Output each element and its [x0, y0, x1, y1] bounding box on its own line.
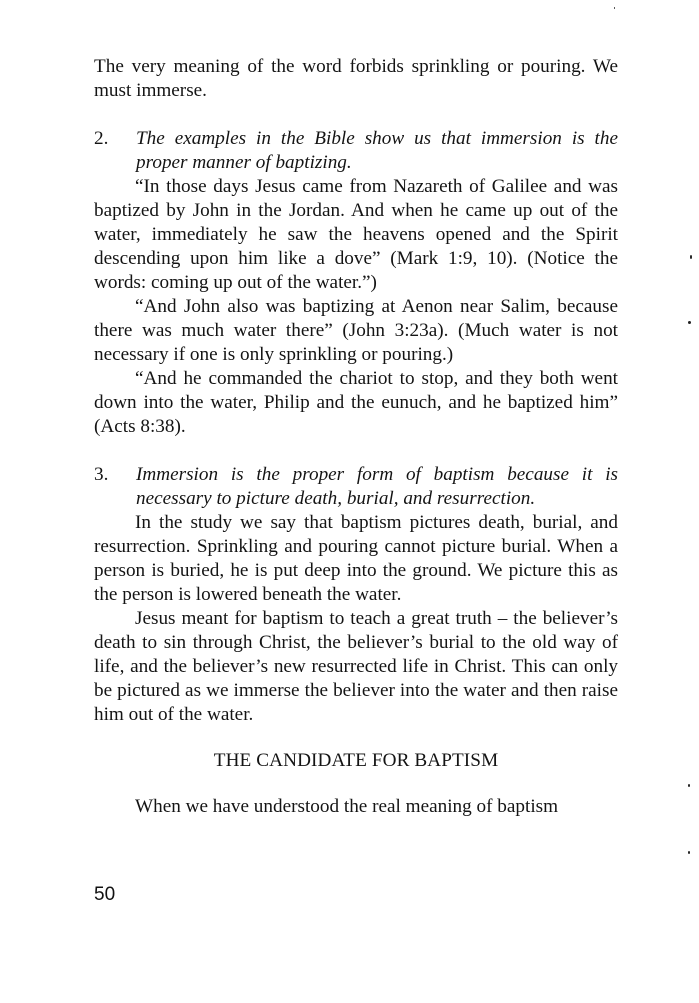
- point-2-number: 2.: [94, 128, 109, 149]
- point-3-title: Immersion is the proper form of baptism because it is necessary to picture death, burial, and resurrection.: [136, 464, 618, 509]
- intro-paragraph: The very meaning of the word forbids sprinkling or pouring. We must immerse.: [94, 56, 618, 101]
- point-3-heading: [94, 463, 618, 511]
- section-heading: THE CANDIDATE FOR BAPTISM: [213, 750, 499, 771]
- page-body: [94, 55, 618, 819]
- scan-speck: [690, 255, 692, 259]
- spacer: [94, 103, 618, 127]
- page-number: 50: [94, 884, 116, 905]
- point-2-heading: [94, 127, 618, 175]
- point-2-paragraph: “And he commanded the chariot to stop, and they both went down into the water, Philip and the eunuch, and he baptized him” (Acts 8:38).: [94, 368, 618, 437]
- scan-speck: [688, 321, 691, 324]
- scan-speck: [688, 851, 690, 854]
- scan-speck: [688, 784, 690, 787]
- point-2-title: The examples in the Bible show us that immersion is the proper manner of baptizing.: [136, 128, 618, 173]
- point-3-paragraph: Jesus meant for baptism to teach a great truth – the believer’s death to sin through Christ, the believer’s burial to the old way of life, and the believer’s new resurrected life in Christ. This can only be pictured as we immerse the believer into the water and then raise him out of the water.: [94, 608, 618, 725]
- point-3-number: 3.: [94, 464, 109, 485]
- point-2-paragraph: “And John also was baptizing at Aenon near Salim, because there was much water there” (John 3:23a). (Much water is not necessary if one is only sprinkling or pouring.): [94, 296, 618, 365]
- point-2-paragraph: “In those days Jesus came from Nazareth of Galilee and was baptized by John in the Jordan. And when he came up out of the water, immediately he saw the heavens opened and the Spirit descending upon him like a dove” (Mark 1:9, 10). (Notice the words: coming up out of the water.”): [94, 176, 618, 293]
- final-paragraph: When we have understood the real meaning of baptism: [135, 796, 559, 817]
- point-3-paragraph: In the study we say that baptism pictures death, burial, and resurrection. Sprinkling and pouring cannot picture burial. When a person is buried, he is put deep into the ground. We picture this as the person is lowered beneath the water.: [94, 512, 618, 605]
- spacer: [94, 439, 618, 463]
- scan-speck: [614, 7, 615, 9]
